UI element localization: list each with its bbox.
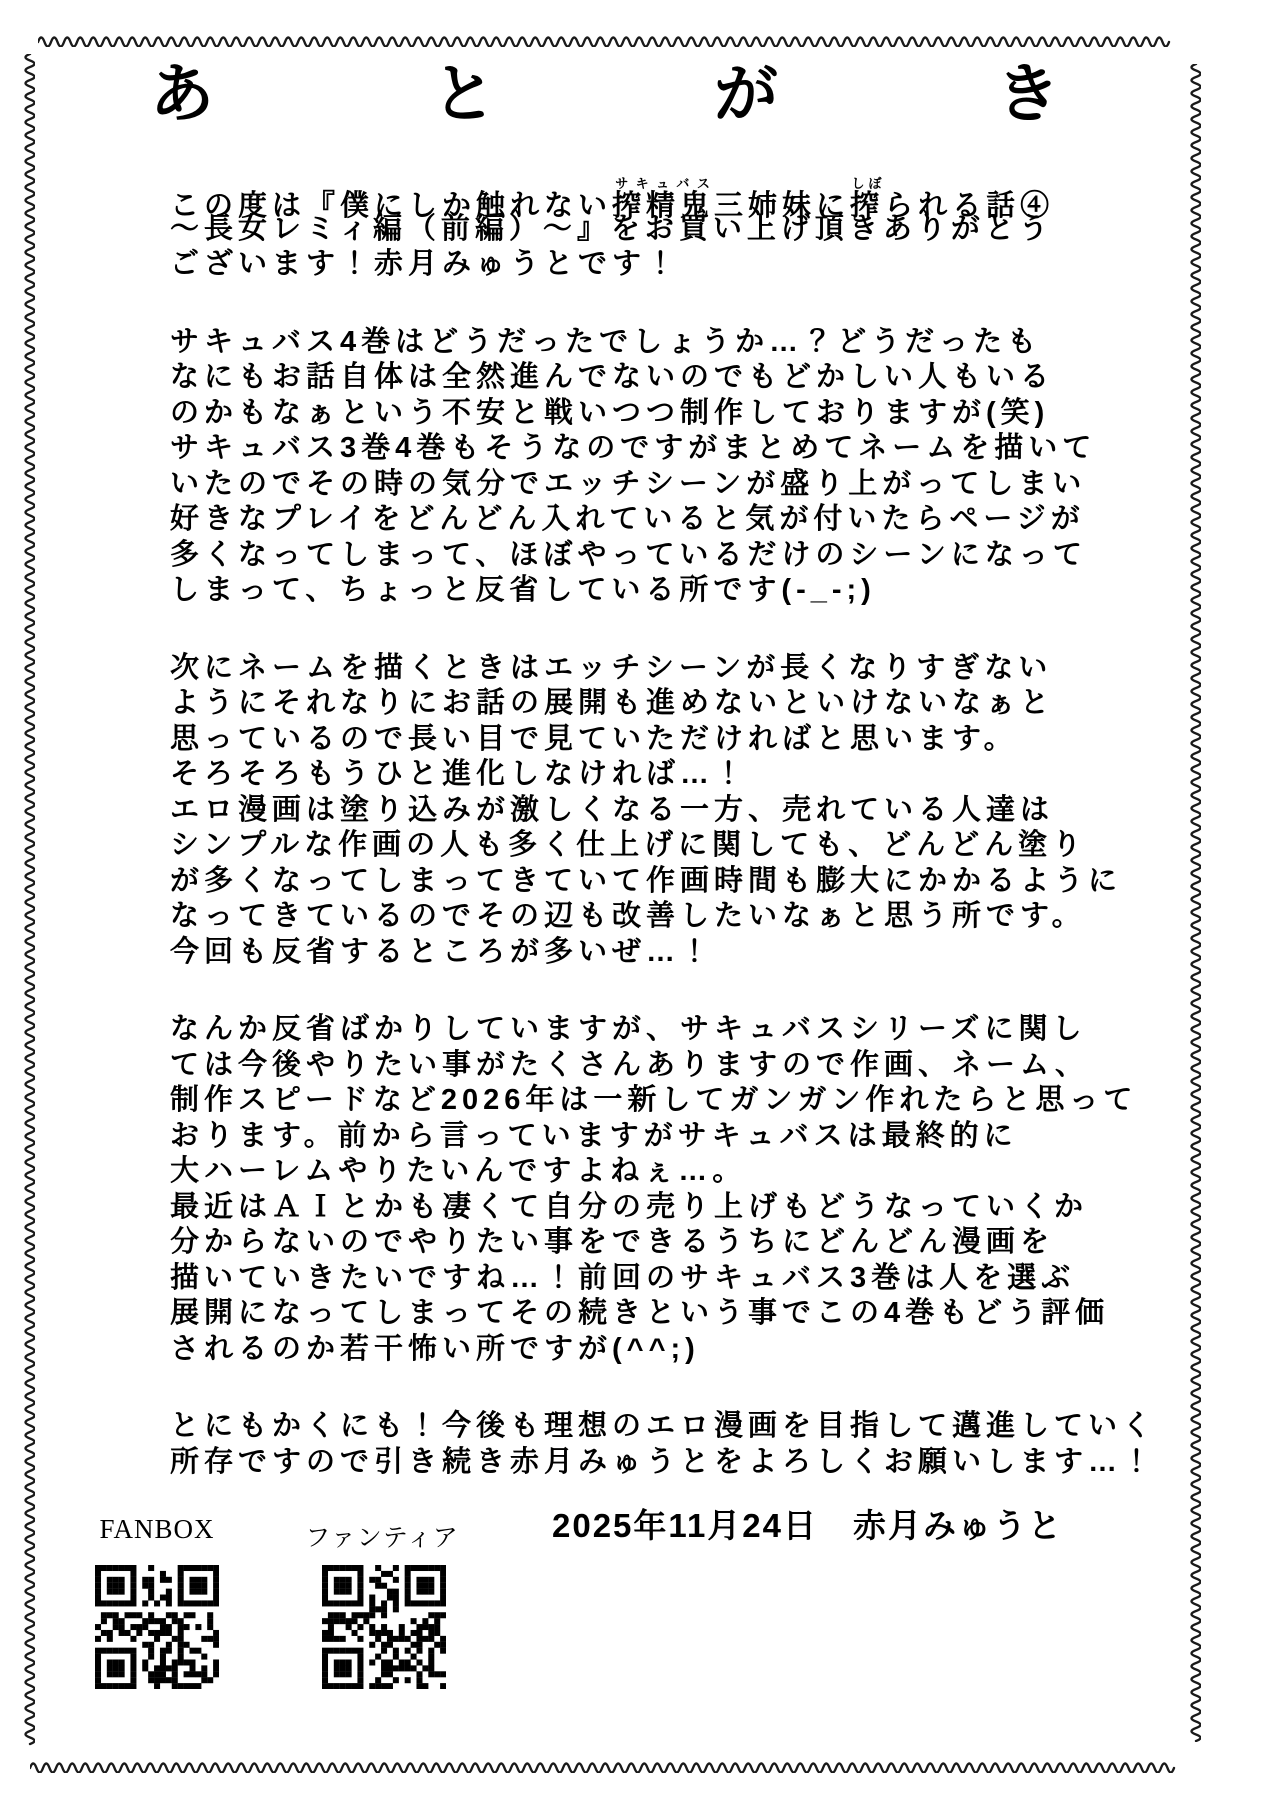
date-signature: 2025年11月24日 赤月みゅうと	[552, 1507, 1064, 1544]
fanbox-label: FANBOX	[99, 1514, 215, 1544]
afterword-paragraph-next-plans	[170, 651, 1175, 971]
text-line: とにもかくにも！今後も理想のエロ漫画を目指して邁進していく	[170, 1410, 1157, 1442]
border-bottom-wave	[30, 1759, 1180, 1773]
text-line: おります。前から言っていますがサキュバスは最終的に	[170, 1119, 1018, 1152]
text-line: 制作スピードなど2026年は一新してガンガン作れたらと思って	[170, 1084, 1138, 1116]
afterword-paragraph-greeting	[170, 176, 1175, 283]
text-line: 好きなプレイをどんどん入れていると気が付いたらページが	[170, 503, 1085, 535]
text-line: サキュバス4巻はどうだったでしょうか…？どうだったも	[170, 325, 1042, 358]
border-left-wave	[21, 54, 35, 1750]
text-line: いたのでその時の気分でエッチシーンが盛り上がってしまい	[170, 467, 1087, 500]
title-char: が	[714, 59, 778, 130]
afterword-body	[170, 176, 1175, 1522]
text-line: サキュバス3巻4巻もそうなのですがまとめてネームを描いて	[170, 432, 1097, 464]
title-char: き	[996, 59, 1060, 130]
text-line: なってきているのでその辺も改善したいなぁと思う所です。	[170, 900, 1086, 932]
fantia-qr-code-icon	[322, 1565, 446, 1689]
text-line: 多くなってしまって、ほぼやっているだけのシーンになって	[170, 538, 1087, 571]
text-line: 思っているので長い目で見ていただければと思います。	[170, 722, 1018, 755]
text-line: なにもお話自体は全然進んでないのでもどかしい人もいる	[170, 361, 1055, 393]
text-line: エロ漫画は塗り込みが激しくなる一方、売れている人達は	[170, 793, 1055, 826]
text-line: ては今後やりたい事がたくさんありますので作画、ネーム、	[170, 1048, 1089, 1081]
text-line: シンプルな作画の人も多く仕上げに関しても、どんどん塗り	[170, 829, 1087, 861]
text-line: されるのか若干怖い所ですが(^^;)	[170, 1332, 700, 1365]
text-line: 分からないのでやりたい事をできるうちにどんどん漫画を	[170, 1226, 1055, 1258]
text-line: そろそろもうひと進化しなければ…！	[170, 758, 749, 790]
fantia-label: ファンティア	[305, 1525, 459, 1552]
text-line: ございます！赤月みゅうとです！	[170, 248, 681, 280]
text-line: 最近はＡＩとかも凄くて自分の売り上げもどうなっていくか	[170, 1190, 1089, 1223]
text-line: 所存ですので引き続き赤月みゅうとをよろしくお願いします…！	[170, 1445, 1157, 1478]
afterword-paragraph-volume4-reflection	[170, 325, 1175, 609]
text-line: 大ハーレムやりたいんですよねぇ…。	[170, 1155, 747, 1187]
text-line: ～長女レミィ編（前編）～』をお買い上げ頂きありがとう	[170, 212, 1053, 245]
text-line: 描いていきたいですね…！前回のサキュバス3巻は人を選ぶ	[170, 1261, 1076, 1294]
text-line: この度は『僕にしか触れない搾精鬼サキュバス三姉妹に搾しぼられる話④	[170, 176, 1055, 222]
title-char: と	[432, 59, 496, 130]
fanbox-qr-code-icon	[95, 1565, 219, 1689]
text-line: しまって、ちょっと反省している所です(-_-;)	[170, 574, 876, 606]
text-line: ようにそれなりにお話の展開も進めないといけないなぁと	[170, 687, 1055, 719]
text-line: のかもなぁという不安と戦いつつ制作しておりますが(笑)	[170, 396, 1050, 429]
text-line: 今回も反省するところが多いぜ…！	[170, 935, 715, 968]
text-line: 次にネームを描くときはエッチシーンが長くなりすぎない	[170, 651, 1053, 684]
border-right-wave	[1187, 64, 1201, 1742]
border-top-wave	[38, 33, 1180, 47]
page-title	[150, 52, 1060, 138]
text-line: なんか反省ばかりしていますが、サキュバスシリーズに関し	[170, 1013, 1087, 1045]
text-line: が多くなってしまってきていて作画時間も膨大にかかるように	[170, 864, 1123, 897]
afterword-paragraph-series-future	[170, 1012, 1175, 1367]
text-line: 展開になってしまってその続きという事でこの4巻もどう評価	[170, 1297, 1110, 1329]
afterword-paragraph-closing	[170, 1409, 1175, 1480]
title-char: あ	[150, 59, 214, 130]
